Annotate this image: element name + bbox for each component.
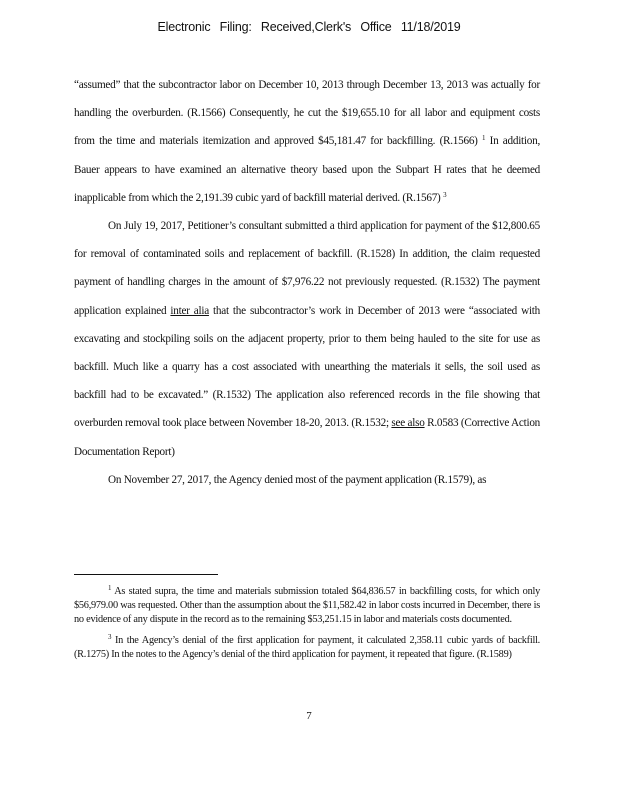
paragraph-2-part-c: R.0583 (Corrective Action Documentation Report) <box>74 417 541 458</box>
body-text <box>74 71 540 494</box>
footnote-3-text: In the Agency’s denial of the first application for payment, it calculated 2,358.11 cubic yards of backfill. (R.1275) In the notes to the Agency’s denial of the third application for payment, it repeated that figure. (R.1589) <box>74 635 541 660</box>
footnote-3-number: 3 <box>108 633 112 641</box>
footnote-3 <box>74 634 540 662</box>
inter-alia-text: inter alia <box>170 304 209 317</box>
footnote-1-number: 1 <box>108 584 112 592</box>
page-number: 7 <box>306 710 312 722</box>
paragraph-2 <box>74 212 540 466</box>
filing-date: 11/18/2019 <box>400 20 461 34</box>
paragraph-1-part-a: “assumed” that the subcontractor labor on December 10, 2013 through December 13, 2013 was actually for handling the overburden. (R.1566) Consequently, he cut the $19,655.10 for all labor and equipment costs from the time and materials itemization and approved $45,181.47 for backfilling. (R.1566) <box>74 79 540 148</box>
footnote-ref-3: 3 <box>443 190 447 199</box>
footnote-divider <box>74 574 218 575</box>
footnote-1-text: As stated supra, the time and materials submission totaled $64,836.57 in backfilling costs, for which only $56,979.00 was requested. Other than the assumption about the $11,582.42 in labor costs incurred in December, there is no evidence of any dispute in the record as to the remaining $53,251.15 in labor and materials costs documented. <box>74 586 540 625</box>
see-also-text: see also <box>391 417 425 430</box>
paragraph-3: On November 27, 2017, the Agency denied most of the payment application (R.1579), as <box>108 473 487 486</box>
paragraph-2-part-a: On July 19, 2017, Petitioner’s consultant submitted a third application for payment of the $12,800.65 for removal of contaminated soils and replacement of backfill. (R.1528) In addition, the claim requested payment of handling charges in the amount of $7,976.22 not previously requested. (R.1532) The payment application explained <box>74 220 540 317</box>
footnote-ref-1: 1 <box>482 134 486 143</box>
filing-label: Electronic Filing: Received,Clerk's Office <box>157 20 392 34</box>
footnote-1 <box>74 585 540 627</box>
filing-header <box>0 20 618 34</box>
paragraph-1 <box>74 71 540 212</box>
paragraph-1-part-b: In addition, Bauer appears to have examined an alternative theory based upon the Subpart H rates that he deemed inapplicable from which the 2,191.39 cubic yard of backfill material derived. (R.1567) <box>74 135 541 204</box>
footnotes <box>74 585 540 669</box>
paragraph-2-part-b: that the subcontractor’s work in December of 2013 were “associated with excavating and stockpiling soils on the adjacent property, prior to them being hauled to the site for use as backfill. Much like a quarry has a cost associated with unearthing the materials it sells, the soil used as backfill had to be excavated.” (R.1532) The application also referenced records in the file showing that overburden removal took place between November 18-20, 2013. (R.1532; <box>74 304 541 430</box>
